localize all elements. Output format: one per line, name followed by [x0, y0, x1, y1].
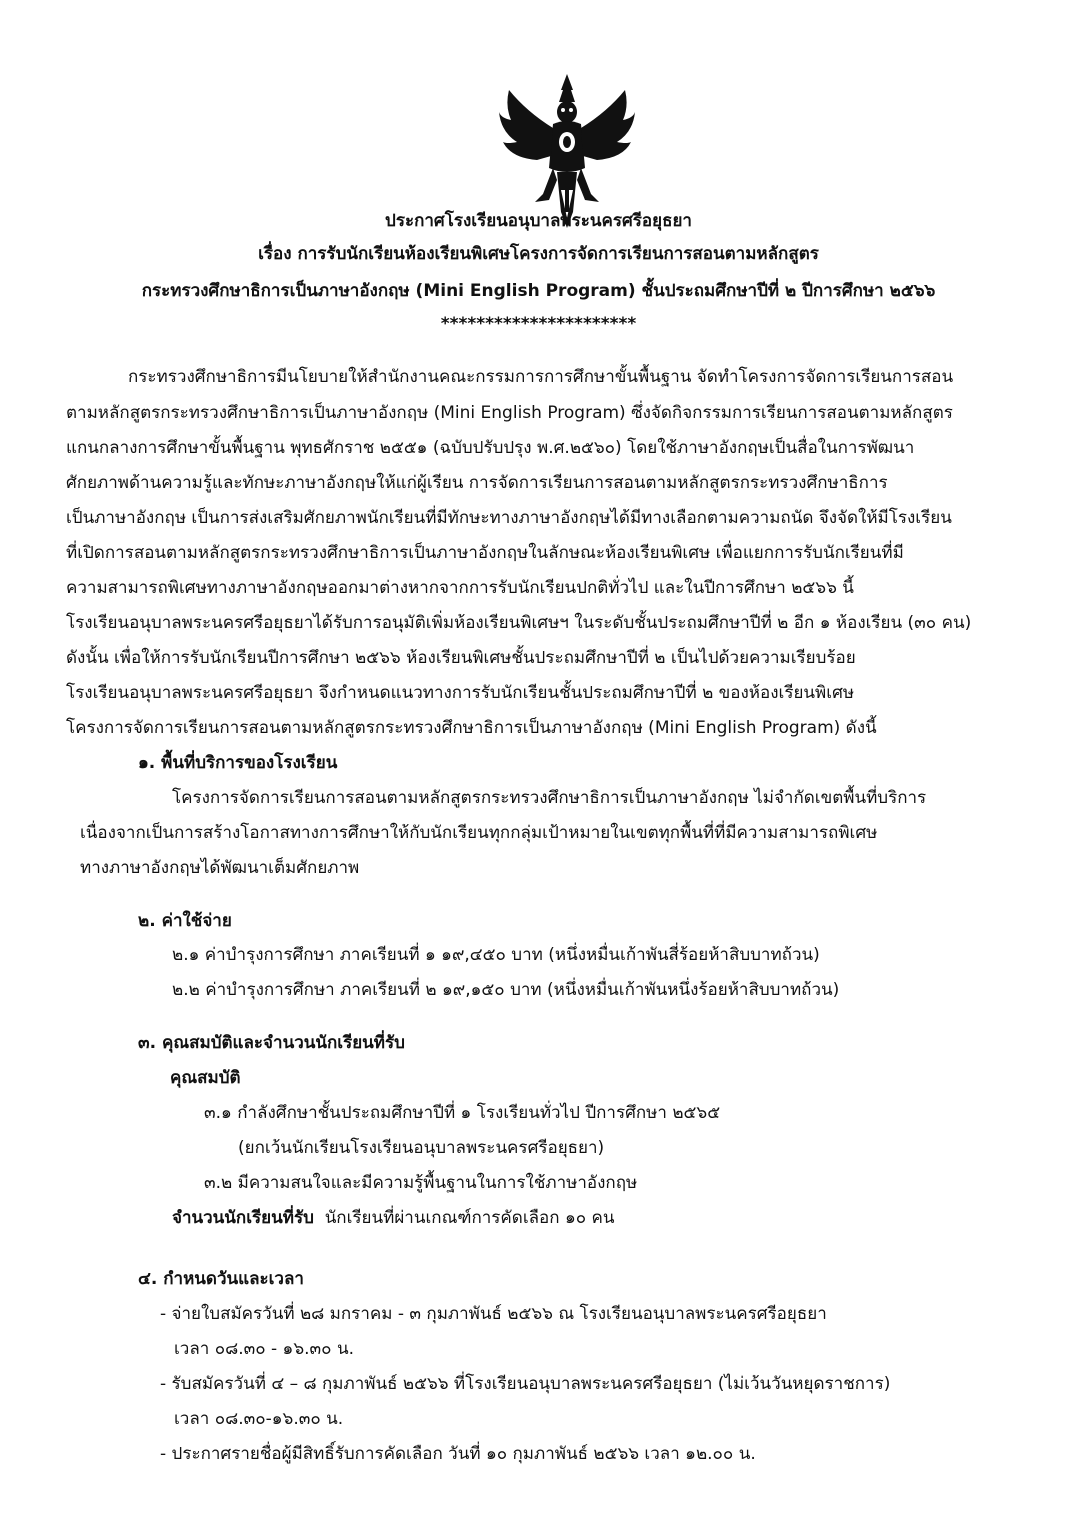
intro-line: โรงเรียนอนุบาลพระนครศรีอยุธยา จึงกำหนดแนวทางการรับนักเรียนชั้นประถมศึกษาปีที่ ๒ ของห้องเรียนพิเศษ: [66, 683, 855, 703]
schedule-line: - รับสมัครวันที่ ๔ – ๘ กุมภาพันธ์ ๒๕๖๖ ที่โรงเรียนอนุบาลพระนครศรีอยุธยา (ไม่เว้นวันหยุดราชการ): [160, 1374, 891, 1394]
schedule-line: - จ่ายใบสมัครวันที่ ๒๘ มกราคม - ๓ กุมภาพันธ์ ๒๕๖๖ ณ โรงเรียนอนุบาลพระนครศรีอยุธยา: [160, 1304, 827, 1324]
section3-heading: ๓. คุณสมบัติและจำนวนนักเรียนที่รับ: [138, 1033, 405, 1053]
qualification-note: (ยกเว้นนักเรียนโรงเรียนอนุบาลพระนครศรีอยุธยา): [238, 1138, 605, 1158]
intro-line: เป็นภาษาอังกฤษ เป็นการส่งเสริมศักยภาพนักเรียนที่มีทักษะทางภาษาอังกฤษได้มีทางเลือกตามความถนัด จึงจัดให้มีโรงเรียน: [66, 508, 952, 528]
intro-line: โครงการจัดการเรียนการสอนตามหลักสูตรกระทรวงศึกษาธิการเป็นภาษาอังกฤษ (Mini English Program) ดังนี้: [66, 718, 877, 738]
section4-heading: ๔. กำหนดวันและเวลา: [138, 1269, 304, 1289]
fee-term2: ๒.๒ ค่าบำรุงการศึกษา ภาคเรียนที่ ๒ ๑๙,๑๕๐ บาท (หนึ่งหมื่นเก้าพันหนึ่งร้อยห้าสิบบาทถ้วน): [172, 980, 840, 1000]
intro-line: ดังนั้น เพื่อให้การรับนักเรียนปีการศึกษา ๒๕๖๖ ห้องเรียนพิเศษชั้นประถมศึกษาปีที่ ๒ เป็นไปด้วยความเรียบร้อย: [66, 648, 856, 668]
intro-line: ตามหลักสูตรกระทรวงศึกษาธิการเป็นภาษาอังกฤษ (Mini English Program) ซึ่งจัดกิจกรรมการเรียนการสอนตามหลักสูตร: [66, 403, 953, 423]
announcement-title: ประกาศโรงเรียนอนุบาลพระนครศรีอยุธยา: [385, 211, 692, 231]
section1-line: ทางภาษาอังกฤษได้พัฒนาเต็มศักยภาพ: [80, 858, 360, 878]
section2-heading: ๒. ค่าใช้จ่าย: [138, 911, 232, 931]
student-count-value: นักเรียนที่ผ่านเกณฑ์การคัดเลือก ๑๐ คน: [324, 1208, 615, 1228]
qualifications-heading: คุณสมบัติ: [170, 1068, 241, 1088]
schedule-line: - ประกาศรายชื่อผู้มีสิทธิ์รับการคัดเลือก วันที่ ๑๐ กุมภาพันธ์ ๒๕๖๖ เวลา ๑๒.๐๐ น.: [160, 1444, 756, 1464]
intro-line: ศักยภาพด้านความรู้และทักษะภาษาอังกฤษให้แก่ผู้เรียน การจัดการเรียนการสอนตามหลักสูตรกระทรวงศึกษาธิการ: [66, 473, 888, 493]
fee-term1: ๒.๑ ค่าบำรุงการศึกษา ภาคเรียนที่ ๑ ๑๙,๔๕๐ บาท (หนึ่งหมื่นเก้าพันสี่ร้อยห้าสิบบาทถ้วน): [172, 945, 820, 965]
schedule-line: เวลา ๐๘.๓๐ - ๑๖.๓๐ น.: [174, 1339, 354, 1359]
intro-line: แกนกลางการศึกษาขั้นพื้นฐาน พุทธศักราช ๒๕๕๑ (ฉบับปรับปรุง พ.ศ.๒๕๖๐) โดยใช้ภาษาอังกฤษเป็นสื่อในการพัฒนา: [66, 438, 915, 458]
qualification-item: ๓.๑ กำลังศึกษาชั้นประถมศึกษาปีที่ ๑ โรงเรียนทั่วไป ปีการศึกษา ๒๕๖๕: [204, 1103, 721, 1123]
garuda-emblem-icon: [497, 72, 637, 230]
section1-line: โครงการจัดการเรียนการสอนตามหลักสูตรกระทรวงศึกษาธิการเป็นภาษาอังกฤษ ไม่จำกัดเขตพื้นที่บริการ: [172, 788, 927, 808]
section1-heading: ๑. พื้นที่บริการของโรงเรียน: [138, 753, 338, 773]
intro-line: ที่เปิดการสอนตามหลักสูตรกระทรวงศึกษาธิการเป็นภาษาอังกฤษในลักษณะห้องเรียนพิเศษ เพื่อแยกการรับนักเรียนที่มี: [66, 543, 904, 563]
student-count: [172, 1207, 615, 1229]
intro-line: กระทรวงศึกษาธิการมีนโยบายให้สำนักงานคณะกรรมการการศึกษาขั้นพื้นฐาน จัดทำโครงการจัดการเรียนการสอน: [128, 367, 954, 387]
announcement-subject: เรื่อง การรับนักเรียนห้องเรียนพิเศษโครงการจัดการเรียนการสอนตามหลักสูตร: [258, 244, 819, 264]
intro-line: ความสามารถพิเศษทางภาษาอังกฤษออกมาต่างหากจากการรับนักเรียนปกติทั่วไป และในปีการศึกษา ๒๕๖๖ นี้: [66, 578, 854, 598]
header-stars-divider: **********************: [440, 314, 637, 334]
schedule-line: เวลา ๐๘.๓๐-๑๖.๓๐ น.: [174, 1409, 344, 1429]
section1-line: เนื่องจากเป็นการสร้างโอกาสทางการศึกษาให้กับนักเรียนทุกกลุ่มเป้าหมายในเขตทุกพื้นที่ที่มีความสามารถพิเศษ: [80, 823, 878, 843]
announcement-subject-line2: กระทรวงศึกษาธิการเป็นภาษาอังกฤษ (Mini English Program) ชั้นประถมศึกษาปีที่ ๒ ปีการศึกษา ๒๕๖๖: [141, 281, 936, 301]
student-count-label: จำนวนนักเรียนที่รับ: [172, 1208, 314, 1228]
intro-line: โรงเรียนอนุบาลพระนครศรีอยุธยาได้รับการอนุมัติเพิ่มห้องเรียนพิเศษฯ ในระดับชั้นประถมศึกษาปีที่ ๒ อีก ๑ ห้องเรียน (๓๐ คน): [66, 613, 972, 633]
qualification-item: ๓.๒ มีความสนใจและมีความรู้พื้นฐานในการใช้ภาษาอังกฤษ: [204, 1173, 638, 1193]
